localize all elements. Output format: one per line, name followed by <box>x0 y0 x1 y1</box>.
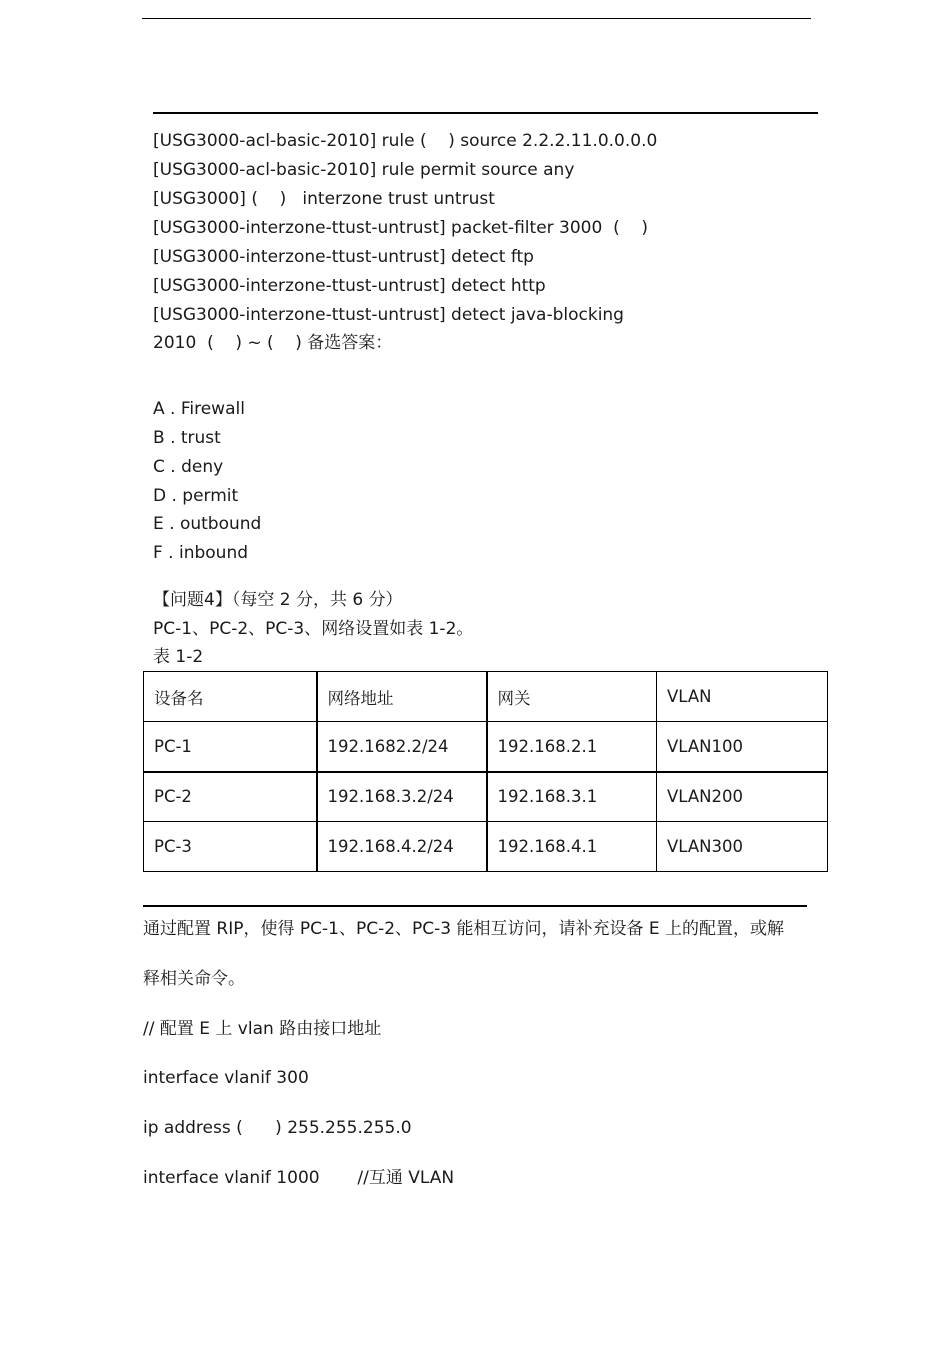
config-line: [USG3000-interzone-ttust-untrust] detect ftp <box>153 247 534 267</box>
answer-option: A . Firewall <box>153 399 245 419</box>
table-row <box>144 772 828 822</box>
rip-instruction-cont: 释相关命令。 <box>143 969 245 989</box>
question-title: 【问题4】（每空 2 分，共 6 分） <box>153 590 403 610</box>
config-line: [USG3000-acl-basic-2010] rule ( ) source 2.2.2.11.0.0.0.0 <box>153 131 658 151</box>
question-intro: PC-1、PC-2、PC-3、网络设置如表 1-2。 <box>153 619 474 639</box>
config-line: [USG3000] ( ) interzone trust untrust <box>153 189 495 209</box>
answer-option: B . trust <box>153 428 221 448</box>
config-line: 2010 ( ) ~ ( ) 备选答案： <box>153 333 393 353</box>
rip-instruction: 通过配置 RIP，使得 PC-1、PC-2、PC-3 能相互访问，请补充设备 E 上的配置，或解 <box>143 919 785 939</box>
table-row <box>144 722 828 772</box>
config-command: interface vlanif 1000 //互通 VLAN <box>143 1168 455 1188</box>
table-header-row <box>144 672 828 722</box>
answer-option: C . deny <box>153 457 224 477</box>
section-top-rule <box>153 112 818 114</box>
header-cell: 网关 <box>487 672 657 722</box>
network-settings-table <box>143 671 828 872</box>
table-cell: 192.168.4.1 <box>487 822 657 872</box>
header-cell: 网络地址 <box>317 672 487 722</box>
config-command: interface vlanif 300 <box>143 1068 309 1088</box>
table-cell: 192.168.4.2/24 <box>317 822 487 872</box>
table-row <box>144 822 828 872</box>
config-comment: // 配置 E 上 vlan 路由接口地址 <box>143 1019 382 1039</box>
table-cell: PC-2 <box>144 772 317 822</box>
config-line: [USG3000-interzone-ttust-untrust] detect java-blocking <box>153 305 624 325</box>
table-caption: 表 1-2 <box>153 647 204 667</box>
config-line: [USG3000-interzone-ttust-untrust] packet-filter 3000 ( ) <box>153 218 648 238</box>
table-cell: 192.168.3.1 <box>487 772 657 822</box>
table-cell: PC-3 <box>144 822 317 872</box>
answer-option: E . outbound <box>153 514 262 534</box>
table-cell: VLAN300 <box>657 822 828 872</box>
header-cell: VLAN <box>657 672 828 722</box>
header-cell: 设备名 <box>144 672 317 722</box>
table-cell: VLAN100 <box>657 722 828 772</box>
table-cell: 192.168.3.2/24 <box>317 772 487 822</box>
config-command: ip address ( ) 255.255.255.0 <box>143 1118 412 1138</box>
table-cell: 192.168.2.1 <box>487 722 657 772</box>
table-bottom-rule <box>143 905 807 907</box>
config-line: [USG3000-acl-basic-2010] rule permit source any <box>153 160 575 180</box>
table-cell: 192.1682.2/24 <box>317 722 487 772</box>
header-rule <box>142 18 811 19</box>
answer-option: F . inbound <box>153 543 249 563</box>
answer-option: D . permit <box>153 486 239 506</box>
table-cell: PC-1 <box>144 722 317 772</box>
config-line: [USG3000-interzone-ttust-untrust] detect http <box>153 276 546 296</box>
table-cell: VLAN200 <box>657 772 828 822</box>
